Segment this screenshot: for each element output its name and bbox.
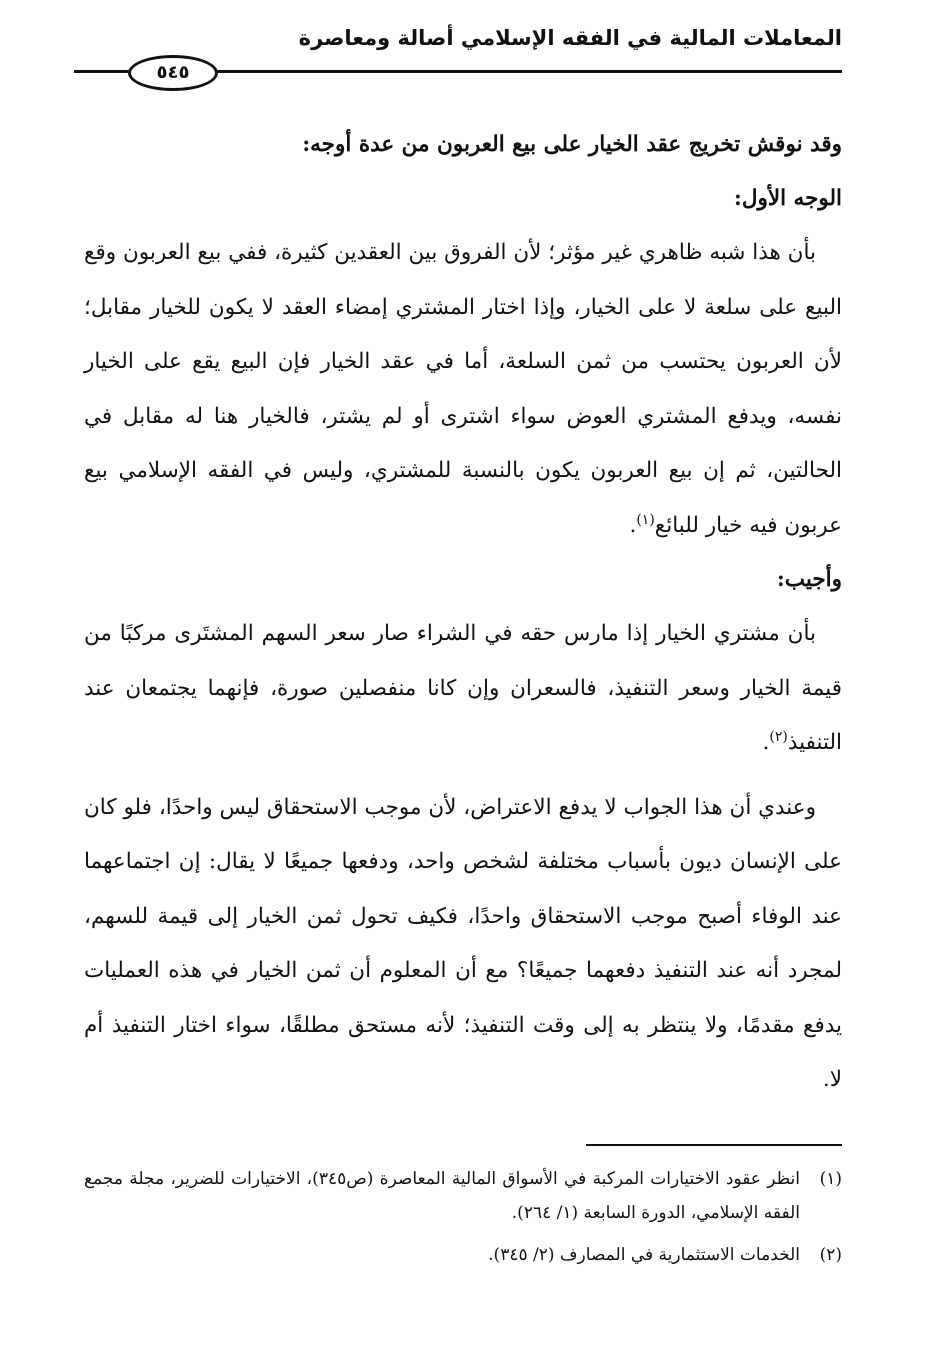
footnote-text: الخدمات الاستثمارية في المصارف (٢/ ٣٤٥). (488, 1245, 800, 1265)
intro-sentence: وقد نوقش تخريج عقد الخيار على بيع العربون من عدة أوجه: (302, 132, 842, 157)
footnote (84, 1162, 842, 1230)
footnote-ref-1[interactable]: (١) (636, 511, 655, 528)
paragraph-answer-text: بأن مشتري الخيار إذا مارس حقه في الشراء صار سعر السهم المشتَرى مركبًا من قيمة الخيار وسعر التنفيذ، فالسعران وإن كانا منفصلين صورة، فإنهما يجتمعان عند التنفيذ (84, 621, 842, 755)
paragraph-answer-end: . (762, 730, 770, 755)
footnote-text: انظر عقود الاختيارات المركبة في الأسواق المالية المعاصرة (ص٣٤٥)، الاختيارات للضرير، مجلة مجمع الفقه الإسلامي، الدورة السابعة (١/ ٢٦٤). (84, 1169, 800, 1223)
running-title: المعاملات المالية في الفقه الإسلامي أصالة ومعاصرة (298, 26, 842, 50)
paragraph-author-opinion: وعندي أن هذا الجواب لا يدفع الاعتراض، لأن موجب الاستحقاق ليس واحدًا، فلو كان على الإنسان ديون بأسباب مختلفة لشخص واحد، ودفعها جميعًا لا يقال: إن اجتماعهما عند الوفاء أصبح موجب الاستحقاق واحدًا، فكيف تحول ثمن الخيار إلى قيمة للسهم، لمجرد أنه عند التنفيذ دفعهما جميعًا؟ مع أن المعلوم أن ثمن الخيار في هذه العمليات يدفع مقدمًا، ولا ينتظر به إلى وقت التنفيذ؛ لأنه مستحق مطلقًا، سواء اختار التنفيذ أم لا. (84, 794, 842, 1092)
paragraph-answer (84, 607, 842, 771)
footnote (84, 1238, 842, 1272)
footnote-separator (586, 1144, 842, 1146)
paragraph-first-aspect (84, 226, 842, 553)
paragraph-first-aspect-text: بأن هذا شبه ظاهري غير مؤثر؛ لأن الفروق بين العقدين كثيرة، ففي بيع العربون وقع البيع على سلعة لا على الخيار، وإذا اختار المشتري إمضاء العقد لا يكون للخيار مقابل؛ لأن العربون يحتسب من ثمن السلعة، أما في عقد الخيار فإن البيع يقع على الخيار نفسه، ويدفع المشتري العوض سواء اشترى أو لم يشتر، فالخيار هنا له مقابل في الحالتين، ثم إن بيع العربون يكون بالنسبة للمشتري، وليس في الفقه الإسلامي بيع عربون فيه خيار للبائع (84, 240, 842, 538)
main-text (84, 118, 842, 1108)
heading-first-aspect: الوجه الأول: (733, 186, 842, 211)
footnote-number: (١) (819, 1169, 842, 1189)
page-number-badge: ٥٤٥ (128, 55, 218, 91)
footnote-ref-2[interactable]: (٢) (769, 728, 788, 745)
paragraph-first-aspect-end: . (629, 512, 637, 538)
footnote-number: (٢) (819, 1245, 842, 1265)
footnotes (84, 1162, 842, 1280)
heading-answer: وأجيب: (776, 567, 842, 592)
